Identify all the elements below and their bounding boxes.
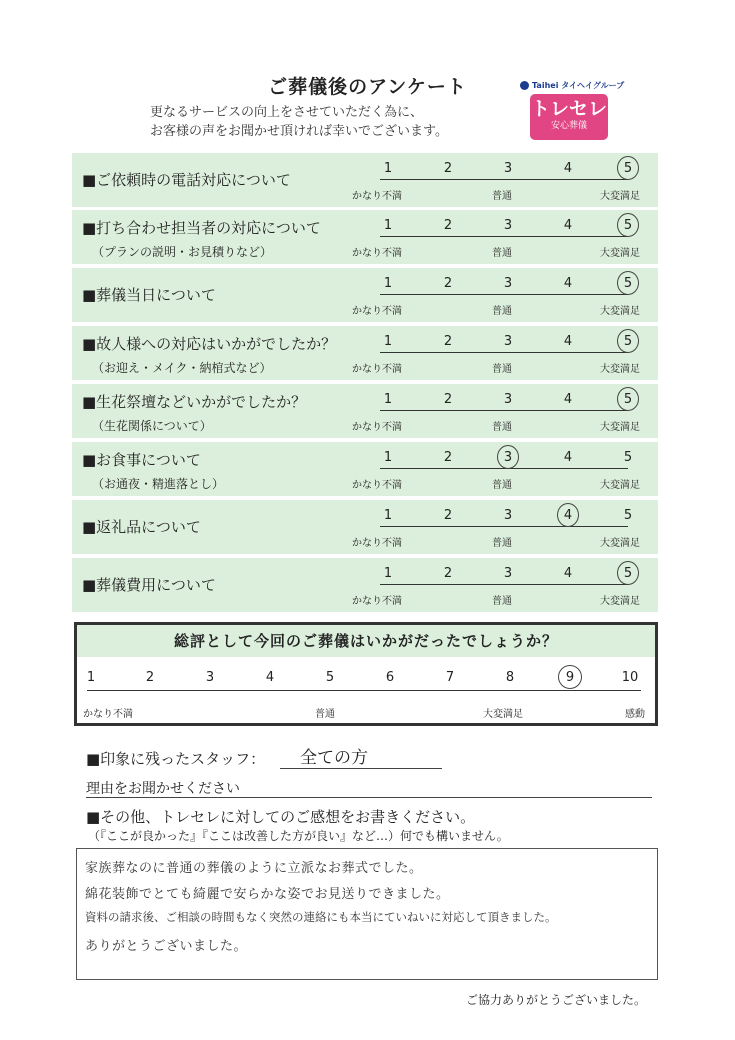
rating-scale — [352, 444, 642, 494]
question-label: ■打ち合わせ担当者の対応について — [82, 219, 321, 237]
scale-label-low: かなり不満 — [352, 306, 402, 317]
comments-label: ■その他、トレセレに対してのご感想をお書きください。 — [86, 808, 476, 826]
survey-title: ご葬儀後のアンケート — [268, 76, 467, 98]
rating-scale — [352, 560, 642, 610]
selected-answer-circle — [617, 561, 639, 585]
reason-label: 理由をお聞かせください — [86, 781, 240, 797]
question-row — [72, 558, 658, 612]
overall-rating-option[interactable]: 2 — [145, 670, 155, 685]
scale-label-high: 大変満足 — [600, 480, 640, 491]
subtitle-line-1: 更なるサービスの向上をさせていただく為に、 — [150, 105, 424, 120]
scale-label-low: かなり不満 — [352, 538, 402, 549]
rating-option[interactable]: 3 — [503, 161, 513, 176]
scale-label-high: 大変満足 — [600, 364, 640, 375]
scale-label-low: かなり不満 — [352, 596, 402, 607]
survey-subtitle — [150, 103, 448, 141]
question-label: ■ご依頼時の電話対応について — [82, 171, 291, 189]
overall-rating-option[interactable]: 9 — [565, 670, 575, 685]
rating-option[interactable]: 3 — [503, 392, 513, 407]
scale-label-high: 大変満足 — [600, 306, 640, 317]
rating-option[interactable]: 4 — [563, 334, 573, 349]
logo-badge — [530, 94, 608, 140]
scale-label-high: 大変満足 — [600, 538, 640, 549]
overall-label-high: 大変満足 — [483, 709, 523, 720]
selected-answer-circle — [557, 503, 579, 527]
overall-selected-circle — [558, 665, 582, 689]
scale-label-high: 大変満足 — [600, 596, 640, 607]
overall-rating-option[interactable]: 1 — [86, 670, 96, 685]
scale-line — [380, 410, 628, 411]
selected-answer-circle — [617, 156, 639, 180]
rating-option[interactable]: 3 — [503, 450, 513, 465]
rating-option[interactable]: 5 — [623, 218, 633, 233]
scale-label-mid: 普通 — [492, 422, 512, 433]
rating-option[interactable]: 5 — [623, 566, 633, 581]
rating-option[interactable]: 4 — [563, 392, 573, 407]
rating-option[interactable]: 4 — [563, 218, 573, 233]
rating-option[interactable]: 2 — [443, 161, 453, 176]
rating-option[interactable]: 4 — [563, 508, 573, 523]
rating-option[interactable]: 1 — [383, 276, 393, 291]
scale-label-mid: 普通 — [492, 538, 512, 549]
overall-label-low: かなり不満 — [83, 709, 133, 720]
rating-option[interactable]: 1 — [383, 392, 393, 407]
scale-label-low: かなり不満 — [352, 422, 402, 433]
overall-label-mid: 普通 — [315, 709, 335, 720]
overall-rating-option[interactable]: 3 — [205, 670, 215, 685]
overall-rating — [74, 622, 658, 726]
scale-label-mid: 普通 — [492, 191, 512, 202]
comment-line: 家族葬なのに普通の葬儀のように立派なお葬式でした。 — [85, 861, 423, 876]
selected-answer-circle — [617, 329, 639, 353]
rating-option[interactable]: 3 — [503, 566, 513, 581]
rating-option[interactable]: 4 — [563, 566, 573, 581]
overall-rating-option[interactable]: 8 — [505, 670, 515, 685]
selected-answer-circle — [497, 445, 519, 469]
overall-rating-option[interactable]: 5 — [325, 670, 335, 685]
taihei-mark-icon — [520, 81, 529, 90]
comment-line: 綿花装飾でとても綺麗で安らかな姿でお見送りできました。 — [85, 887, 450, 902]
question-label: ■故人様への対応はいかがでしたか？ — [82, 335, 337, 353]
question-label: ■葬儀当日について — [82, 286, 216, 304]
overall-rating-option[interactable]: 10 — [621, 670, 639, 685]
rating-option[interactable]: 2 — [443, 334, 453, 349]
rating-scale — [352, 328, 642, 378]
rating-option[interactable]: 1 — [383, 566, 393, 581]
staff-underline — [280, 768, 442, 769]
rating-option[interactable]: 1 — [383, 508, 393, 523]
comment-line: 資料の請求後、ご相談の時間もなく突然の連絡にも本当にていねいに対応して頂きました。 — [85, 910, 557, 924]
scale-label-high: 大変満足 — [600, 191, 640, 202]
rating-option[interactable]: 4 — [563, 276, 573, 291]
rating-option[interactable]: 5 — [623, 334, 633, 349]
question-sublabel: （お迎え・メイク・納棺式など） — [92, 361, 272, 375]
scale-line — [380, 294, 628, 295]
question-label: ■返礼品について — [82, 518, 201, 536]
rating-option[interactable]: 3 — [503, 276, 513, 291]
rating-option[interactable]: 5 — [623, 392, 633, 407]
rating-option[interactable]: 2 — [443, 218, 453, 233]
selected-answer-circle — [617, 387, 639, 411]
rating-option[interactable]: 1 — [383, 161, 393, 176]
selected-answer-circle — [617, 213, 639, 237]
scale-label-low: かなり不満 — [352, 364, 402, 375]
rating-option[interactable]: 1 — [383, 218, 393, 233]
rating-scale — [352, 155, 642, 205]
scale-line — [380, 526, 628, 527]
rating-option[interactable]: 2 — [443, 508, 453, 523]
staff-label: ■印象に残ったスタッフ： — [86, 750, 266, 768]
scale-label-low: かなり不満 — [352, 191, 402, 202]
rating-option[interactable]: 2 — [443, 450, 453, 465]
logo-brand: トレセレ — [530, 98, 607, 120]
question-row — [72, 153, 658, 207]
rating-option[interactable]: 5 — [623, 276, 633, 291]
question-row — [72, 210, 658, 264]
scale-label-mid: 普通 — [492, 480, 512, 491]
question-label: ■葬儀費用について — [82, 576, 216, 594]
rating-scale — [352, 386, 642, 436]
rating-option[interactable]: 4 — [563, 450, 573, 465]
question-row — [72, 442, 658, 496]
scale-label-high: 大変満足 — [600, 248, 640, 259]
staff-value[interactable]: 全ての方 — [300, 748, 368, 768]
rating-option[interactable]: 2 — [443, 276, 453, 291]
rating-option[interactable]: 3 — [503, 508, 513, 523]
scale-label-low: かなり不満 — [352, 248, 402, 259]
overall-rating-option[interactable]: 6 — [385, 670, 395, 685]
reason-underline[interactable] — [86, 797, 652, 798]
rating-option[interactable]: 2 — [443, 566, 453, 581]
rating-scale — [352, 502, 642, 552]
torecere-logo — [520, 80, 640, 140]
question-sublabel: （プランの説明・お見積りなど） — [92, 245, 273, 259]
question-row — [72, 326, 658, 380]
comment-box[interactable] — [76, 848, 658, 980]
rating-option[interactable]: 1 — [383, 450, 393, 465]
overall-rating-option[interactable]: 4 — [265, 670, 275, 685]
overall-heading: 総評として今回のご葬儀はいかがだったでしょうか？ — [77, 625, 655, 657]
question-label: ■お食事について — [82, 451, 201, 469]
rating-option[interactable]: 5 — [623, 161, 633, 176]
rating-scale — [352, 212, 642, 262]
comment-line: ありがとうございました。 — [85, 939, 248, 954]
rating-option[interactable]: 3 — [503, 218, 513, 233]
question-sublabel: （お通夜・精進落とし） — [92, 477, 225, 491]
scale-line — [380, 236, 628, 237]
question-row — [72, 500, 658, 554]
scale-line — [380, 584, 628, 585]
scale-label-mid: 普通 — [492, 596, 512, 607]
selected-answer-circle — [617, 271, 639, 295]
question-row — [72, 384, 658, 438]
overall-label-top: 感動 — [625, 709, 645, 720]
question-label: ■生花祭壇などいかがでしたか？ — [82, 393, 307, 411]
scale-label-mid: 普通 — [492, 364, 512, 375]
logo-tagline: 安心葬儀 — [550, 121, 587, 131]
overall-rating-option[interactable]: 7 — [445, 670, 455, 685]
scale-label-mid: 普通 — [492, 306, 512, 317]
comments-hint: （『ここが良かった』『ここは改善した方が良い』など…）何でも構いません。 — [88, 829, 509, 843]
rating-option[interactable]: 3 — [503, 334, 513, 349]
scale-line — [380, 179, 628, 180]
scale-line — [380, 352, 628, 353]
rating-option[interactable]: 2 — [443, 392, 453, 407]
rating-option[interactable]: 4 — [563, 161, 573, 176]
rating-option[interactable]: 5 — [623, 508, 633, 523]
scale-label-high: 大変満足 — [600, 422, 640, 433]
overall-scale-line — [87, 690, 641, 691]
logo-group-text: Taihei タイヘイグループ — [532, 81, 625, 90]
question-sublabel: （生花関係について） — [92, 419, 212, 433]
logo-group — [520, 80, 640, 91]
rating-scale — [352, 270, 642, 320]
rating-option[interactable]: 5 — [623, 450, 633, 465]
scale-label-mid: 普通 — [492, 248, 512, 259]
subtitle-line-2: お客様の声をお聞かせ頂ければ幸いでございます。 — [150, 124, 448, 139]
thanks-message: ご協力ありがとうございました。 — [466, 993, 647, 1007]
scale-label-low: かなり不満 — [352, 480, 402, 491]
rating-option[interactable]: 1 — [383, 334, 393, 349]
question-row — [72, 268, 658, 322]
